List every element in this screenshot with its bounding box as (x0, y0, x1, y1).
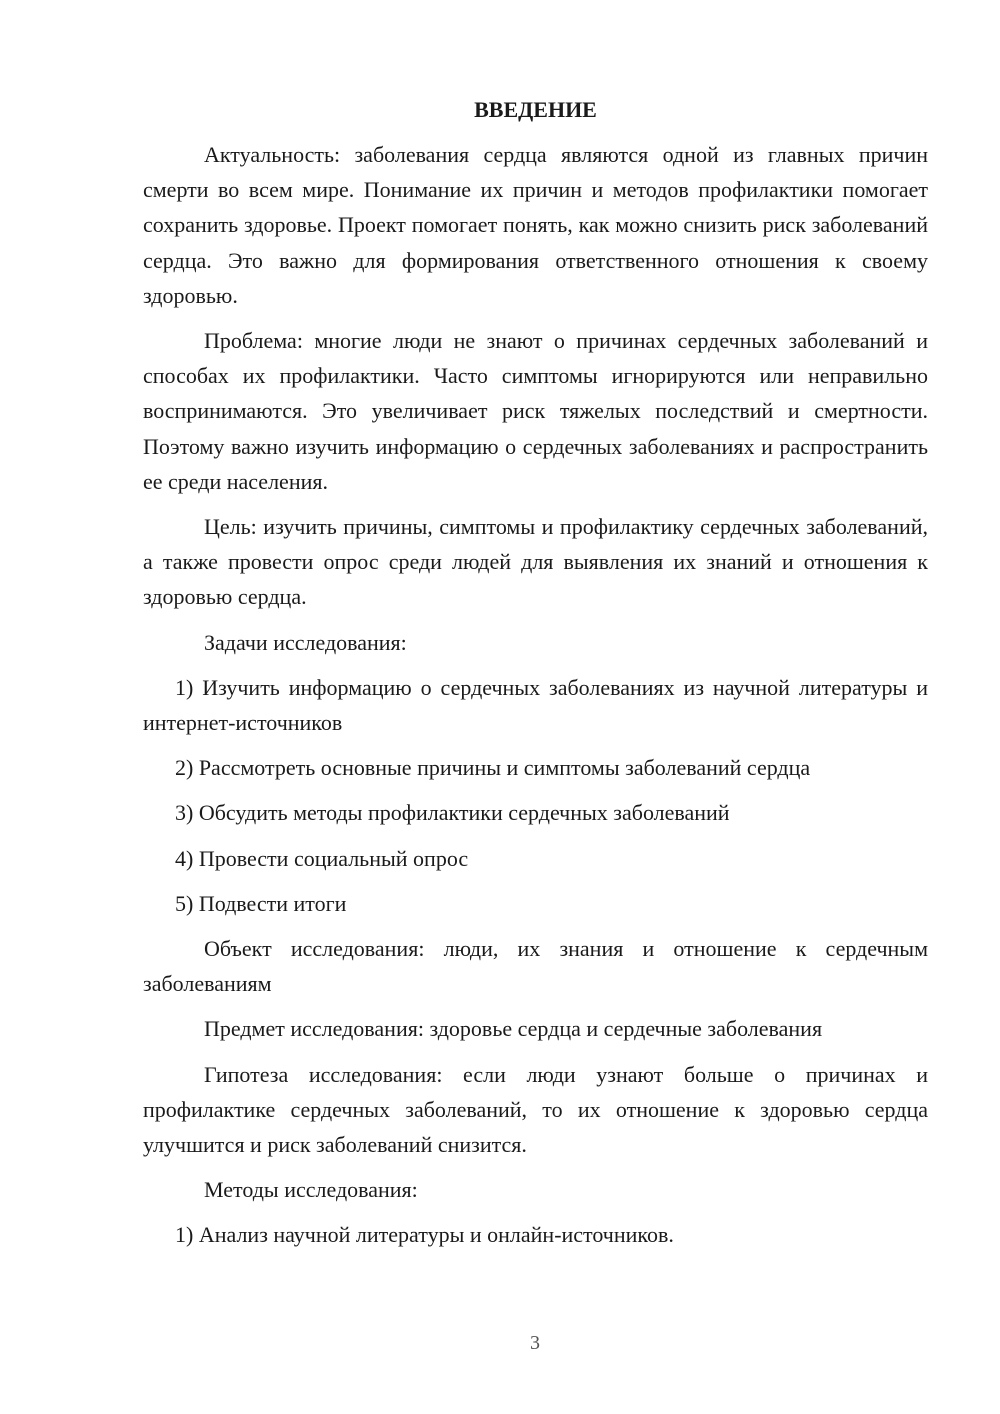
task-item-2: 2) Рассмотреть основные причины и симптомы заболеваний сердца (175, 755, 811, 781)
method-item-1: 1) Анализ научной литературы и онлайн-источников. (175, 1222, 674, 1248)
subject-paragraph: Предмет исследования: здоровье сердца и сердечные заболевания (204, 1016, 823, 1042)
problem-paragraph: Проблема: многие люди не знают о причинах сердечных заболеваний и способах их профилактики. Часто симптомы игнорируются или неправильно воспринимаются. Это увеличивает риск тяжелых последствий и смертности. Поэтому важно изучить информацию о сердечных заболеваниях и распространить ее среди населения. (143, 328, 928, 494)
page-number: 3 (530, 1332, 540, 1354)
goal-paragraph: Цель: изучить причины, симптомы и профилактику сердечных заболеваний, а также провести опрос среди людей для выявления их знаний и отношения к здоровью сердца. (143, 514, 928, 610)
task-item-1: 1) Изучить информацию о сердечных заболеваниях из научной литературы и интернет-источников (143, 674, 928, 736)
object-paragraph: Объект исследования: люди, их знания и отношение к сердечным заболеваниям (143, 936, 928, 997)
task-item-4: 4) Провести социальный опрос (175, 845, 469, 871)
relevance-paragraph: Актуальность: заболевания сердца являются одной из главных причин смерти во всем мире. Понимание их причин и методов профилактики помогает сохранить здоровье. Проект помогает понять, как можно снизить риск заболеваний сердца. Это важно для формирования ответственного отношения к своему здоровью. (143, 142, 928, 308)
tasks-heading: Задачи исследования: (204, 629, 407, 655)
methods-heading: Методы исследования: (204, 1177, 418, 1203)
task-item-5: 5) Подвести итоги (175, 890, 347, 916)
page-title: ВВЕДЕНИЕ (474, 97, 597, 122)
document-page (143, 92, 928, 1263)
hypothesis-paragraph: Гипотеза исследования: если люди узнают больше о причинах и профилактике сердечных заболеваний, то их отношение к здоровью сердца улучшится и риск заболеваний снизится. (143, 1061, 928, 1158)
task-item-3: 3) Обсудить методы профилактики сердечных заболеваний (175, 800, 730, 826)
